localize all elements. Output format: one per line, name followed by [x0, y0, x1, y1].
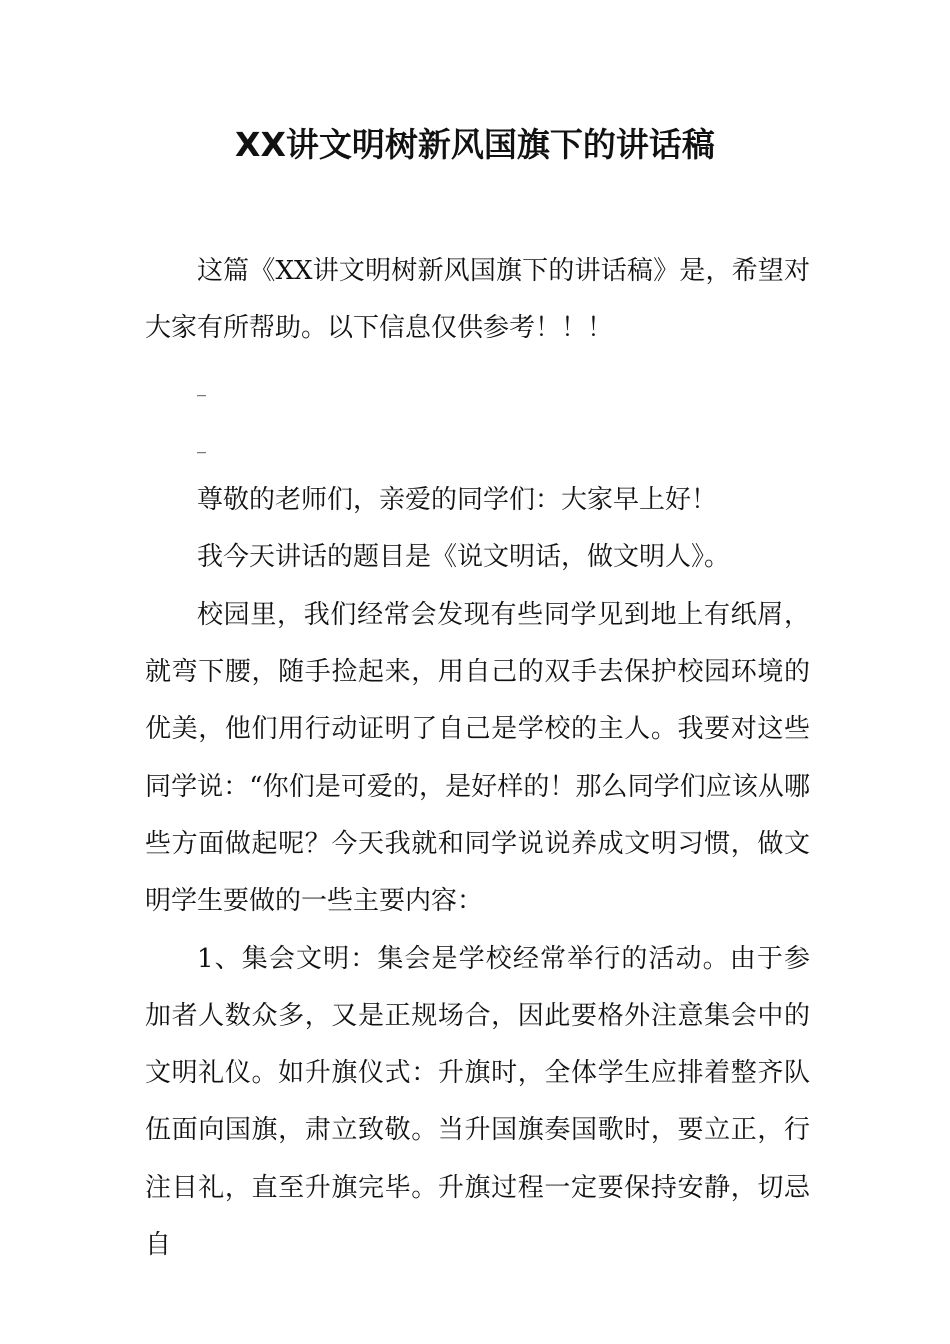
- separator-line: _: [197, 375, 206, 397]
- greeting-paragraph: 尊敬的老师们，亲爱的同学们：大家早上好！: [197, 485, 718, 516]
- topic-paragraph: 我今天讲话的题目是《说文明话，做文明人》。: [197, 542, 731, 573]
- body-paragraph: 1、集会文明：集会是学校经常举行的活动。由于参加者人数众多，又是正规场合，因此要格外注意集会中的文明礼仪。如升旗仪式：升旗时，全体学生应排着整齐队伍面向国旗，肃立致敬。当升国旗奏国歌时，要立正，行注目礼，直至升旗完毕。升旗过程一定要保持安静，切忌自: [145, 943, 810, 1261]
- document-body: [145, 243, 810, 1274]
- separator-line: _: [197, 432, 206, 454]
- body-paragraph: 校园里，我们经常会发现有些同学见到地上有纸屑，就弯下腰，随手捡起来，用自己的双手去保护校园环境的优美，他们用行动证明了自己是学校的主人。我要对这些同学说：“你们是可爱的，是好样的！那么同学们应该从哪些方面做起呢？今天我就和同学说说养成文明习惯，做文明学生要做的一些主要内容：: [145, 599, 810, 917]
- document-title: XX讲文明树新风国旗下的讲话稿: [235, 125, 715, 164]
- intro-paragraph: 这篇《XX讲文明树新风国旗下的讲话稿》是，希望对大家有所帮助。以下信息仅供参考！！！: [145, 256, 810, 344]
